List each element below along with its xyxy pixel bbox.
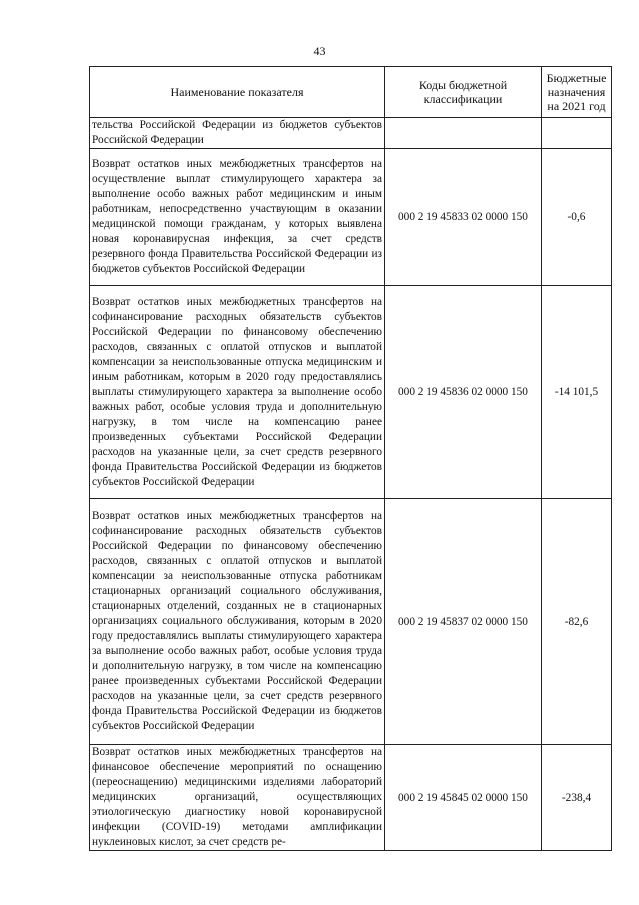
row-name: Возврат остатков иных межбюджетных трансфертов на осуществление выплат стимулирующего характера за выполнение особо важных работ медицинским и иным работникам, непосредственно участвующим в оказании медицинской помощи гражданам, у которых выявлена новая коронавирусная инфекция, за счет средств резервного фонда Правительства Российской Федерации из бюджетов субъектов Российской Федерации [90, 149, 385, 286]
table-row [90, 118, 612, 149]
row-name: Возврат остатков иных межбюджетных трансфертов на финансовое обеспечение мероприятий по оснащению (переоснащению) медицинскими изделиями лабораторий медицинских организаций, осуществляющих этиологическую диагностику новой коронавирусной инфекции (COVID-19) методами амплификации нуклеиновых кислот, за счет средств ре- [90, 745, 385, 851]
row-amount: -14 101,5 [542, 286, 612, 499]
table-row [90, 286, 612, 499]
row-name: Возврат остатков иных межбюджетных трансфертов на софинансирование расходных обязательств субъектов Российской Федерации по финансовому обеспечению расходов, связанных с оплатой отпусков и выплатой компенсации за неиспользованные отпуска работникам стационарных организаций социального обслуживания, стационарных отделений, созданных не в стационарных организациях социального обслуживания, которым в 2020 году предоставлялись выплаты стимулирующего характера за выполнение особо важных работ, особые условия труда и дополнительную нагрузку, в том числе на компенсацию ранее произведенных субъектами Российской Федерации расходов на указанные цели, за счет средств резервного фонда Правительства Российской Федерации из бюджетов субъектов Российской Федерации [90, 499, 385, 745]
header-amount: Бюджетные назначения на 2021 год [542, 67, 612, 118]
table-row [90, 149, 612, 286]
row-amount [542, 118, 612, 149]
row-amount: -0,6 [542, 149, 612, 286]
row-name: Возврат остатков иных межбюджетных трансфертов на софинансирование расходных обязательств субъектов Российской Федерации по финансовому обеспечению расходов, связанных с оплатой отпусков и выплатой компенсации за неиспользованные отпуска медицинским и иным работникам, которым в 2020 году предоставлялись выплаты стимулирующего характера за выполнение особо важных работ, особые условия труда и дополнительную нагрузку, в том числе на компенсацию ранее произведенных субъектами Российской Федерации расходов на указанные цели, за счет средств резервного фонда Правительства Российской Федерации из бюджетов субъектов Российской Федерации [90, 286, 385, 499]
row-code: 000 2 19 45836 02 0000 150 [385, 286, 542, 499]
budget-table [89, 66, 612, 851]
row-code: 000 2 19 45845 02 0000 150 [385, 745, 542, 851]
table-row [90, 499, 612, 745]
table-header-row [90, 67, 612, 118]
header-name: Наименование показателя [90, 67, 385, 118]
page-number: 43 [313, 44, 326, 58]
table-row [90, 745, 612, 851]
row-amount: -238,4 [542, 745, 612, 851]
row-code [385, 118, 542, 149]
row-code: 000 2 19 45833 02 0000 150 [385, 149, 542, 286]
row-amount: -82,6 [542, 499, 612, 745]
row-code: 000 2 19 45837 02 0000 150 [385, 499, 542, 745]
header-code: Коды бюджетной классификации [385, 67, 542, 118]
row-name: тельства Российской Федерации из бюджетов субъектов Российской Федерации [90, 118, 385, 149]
